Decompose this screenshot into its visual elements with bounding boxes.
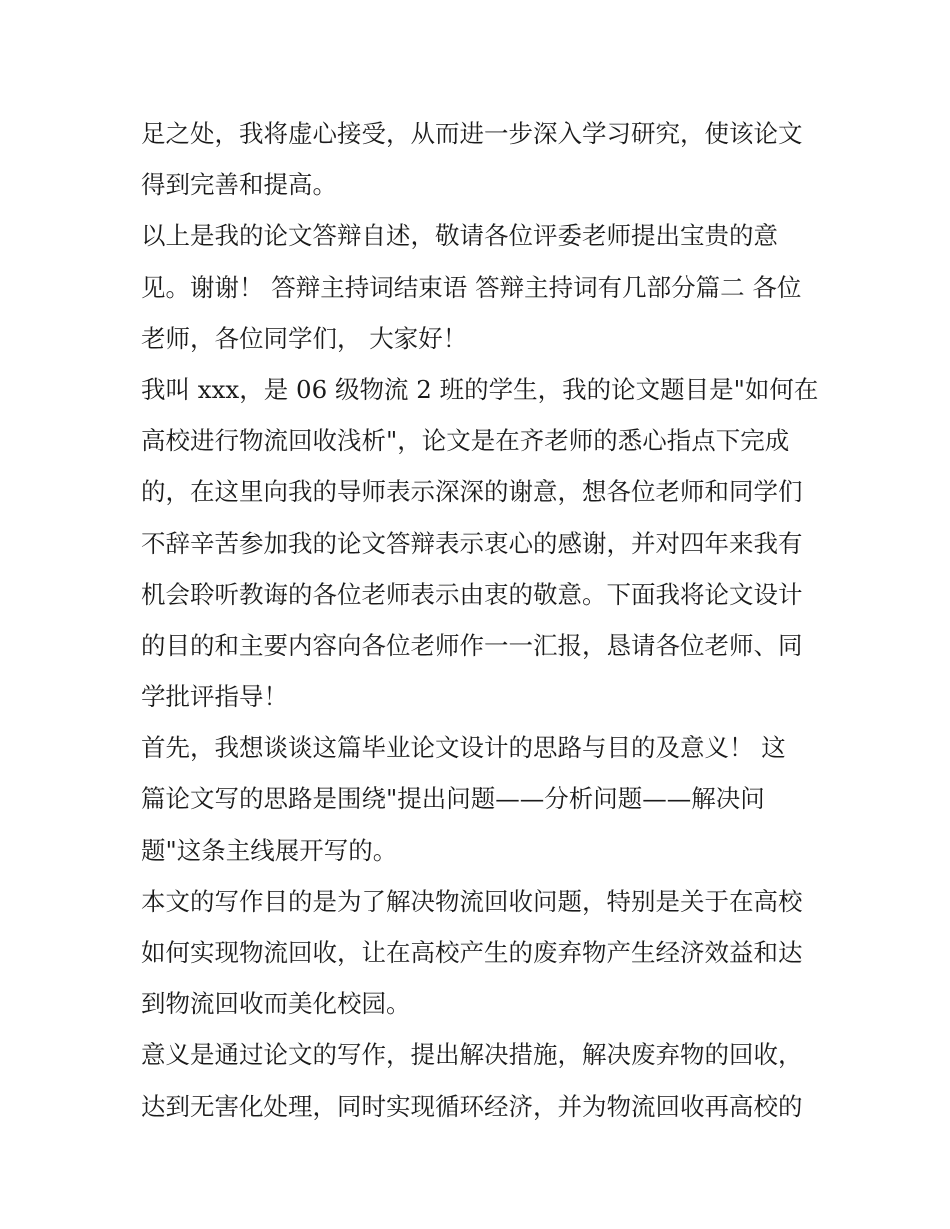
text-line: 本文的写作目的是为了解决物流回收问题，特别是关于在高校 [141,886,803,916]
paragraph [141,722,821,876]
text-line: 达到无害化处理，同时实现循环经济，并为物流回收再高校的 [141,1091,803,1121]
paragraph [141,364,821,722]
text-line: 篇论文写的思路是围绕"提出问题——分析问题——解决问 [141,784,765,814]
text-line: 学批评指导！ [141,682,288,712]
text-line: 见。谢谢！ 答辩主持词结束语 答辩主持词有几部分篇二 各位 [141,272,802,302]
text-line: 以上是我的论文答辩自述，敬请各位评委老师提出宝贵的意 [141,221,778,251]
text-line: 机会聆听教诲的各位老师表示由衷的敬意。下面我将论文设计 [141,579,803,609]
text-line: 题"这条主线展开写的。 [141,835,398,865]
document-body [141,108,821,1132]
text-line: 意义是通过论文的写作，提出解决措施，解决废弃物的回收， [141,1040,803,1070]
text-line: 高校进行物流回收浅析"，论文是在齐老师的悉心指点下完成 [141,426,790,456]
text-line: 的目的和主要内容向各位老师作一一汇报，恳请各位老师、同 [141,630,803,660]
text-line: 的，在这里向我的导师表示深深的谢意，想各位老师和同学们 [141,477,803,507]
text-line: 足之处，我将虚心接受，从而进一步深入学习研究，使该论文 [141,119,803,148]
text-line: 我叫 xxx，是 06 级物流 2 班的学生，我的论文题目是"如何在 [141,374,819,404]
text-line: 不辞辛苦参加我的论文答辩表示衷心的感谢，并对四年来我有 [141,528,803,558]
text-line: 老师，各位同学们， 大家好！ [141,323,468,353]
text-line: 得到完善和提高。 [141,170,337,200]
text-line: 到物流回收而美化校园。 [141,989,411,1019]
paragraph [141,876,821,1030]
paragraph [141,210,821,364]
text-line: 首先，我想谈谈这篇毕业论文设计的思路与目的及意义！ 这 [141,733,786,763]
paragraph [141,108,821,210]
paragraph [141,1029,821,1131]
text-line: 如何实现物流回收，让在高校产生的废弃物产生经济效益和达 [141,938,803,967]
